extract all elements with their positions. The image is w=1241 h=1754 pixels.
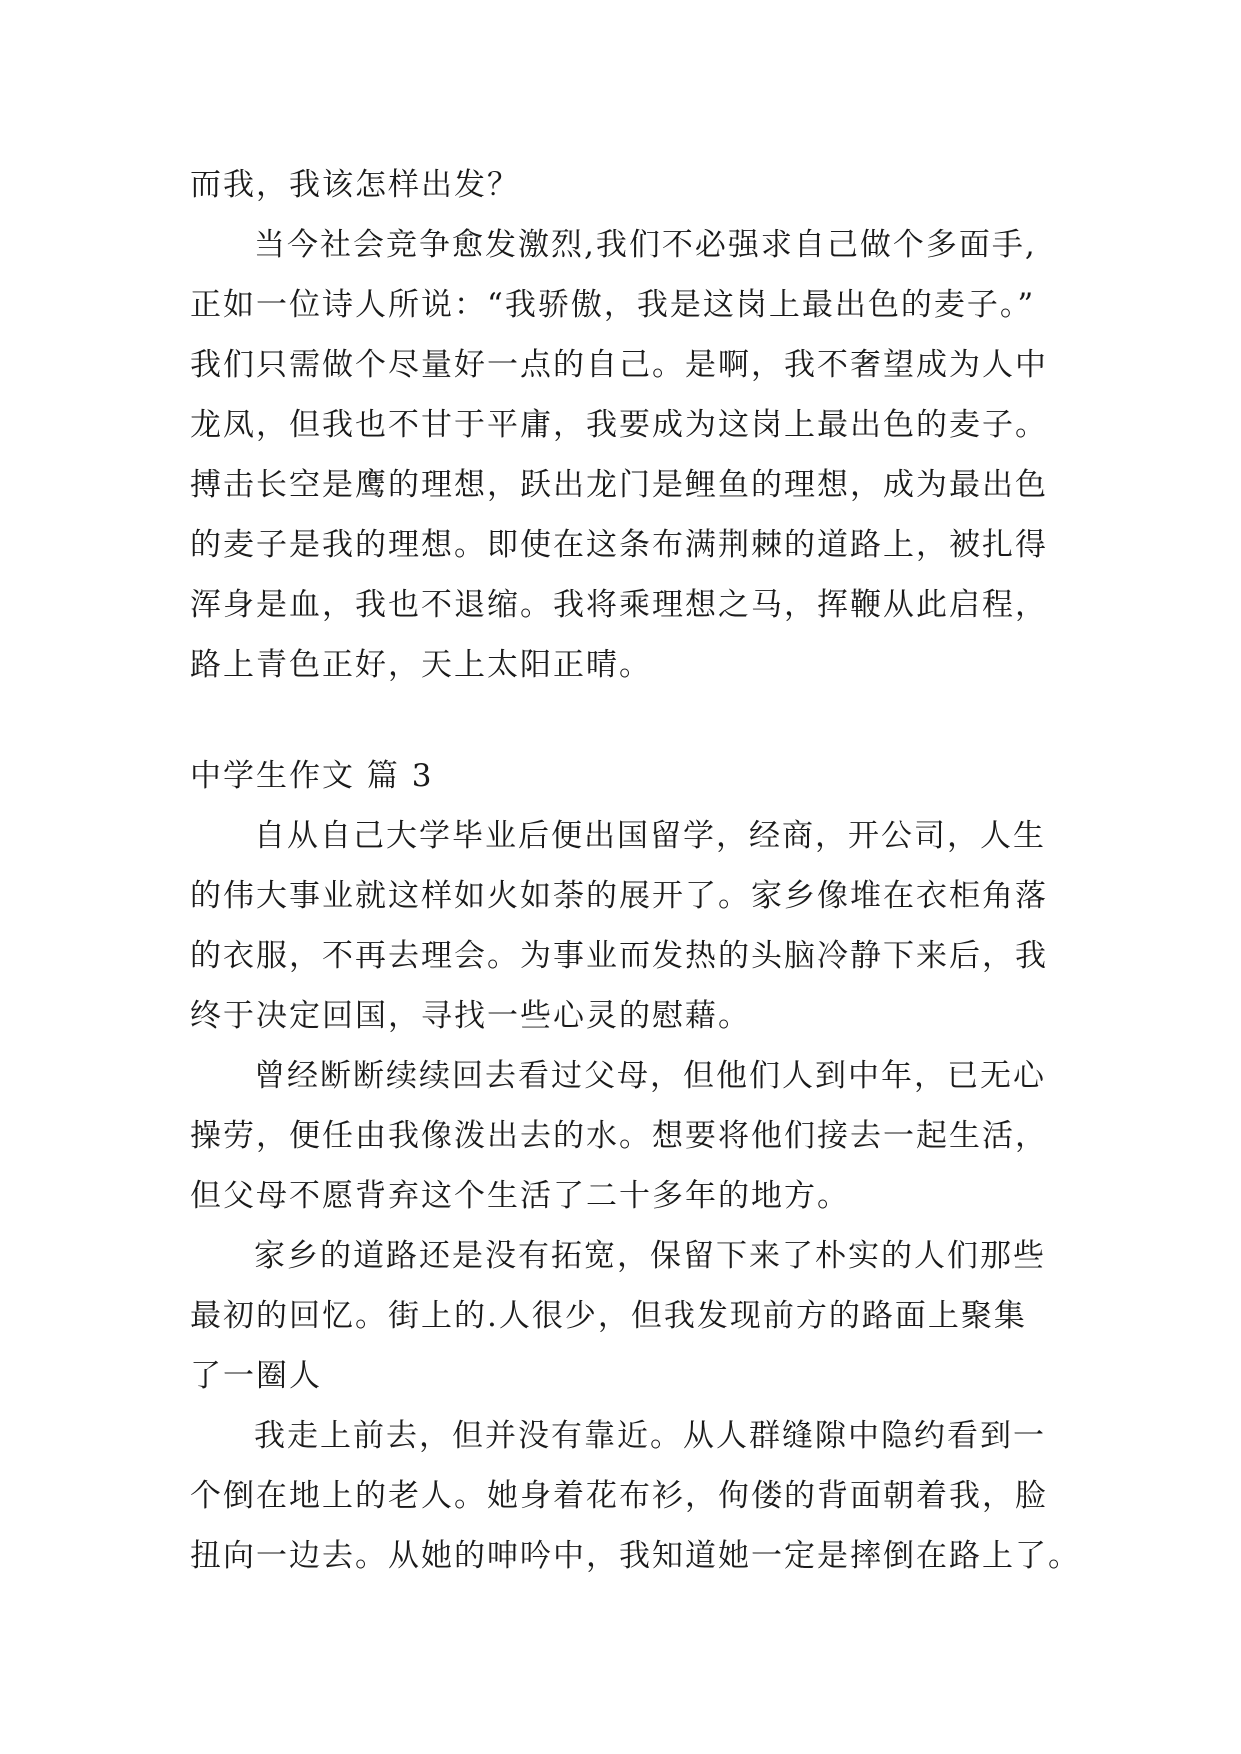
text-line: 当今社会竞争愈发激烈,我们不必强求自己做个多面手,	[254, 227, 1037, 263]
text-line: 自从自己大学毕业后便出国留学，经商，开公司，人生	[254, 818, 1046, 854]
text-line: 路上青色正好，天上太阳正晴。	[190, 647, 652, 683]
text-line: 浑身是血，我也不退缩。我将乘理想之马，挥鞭从此启程，	[190, 587, 1048, 623]
text-line: 扭向一边去。从她的呻吟中，我知道她一定是摔倒在路上了。	[190, 1538, 1081, 1574]
text-line: 曾经断断续续回去看过父母，但他们人到中年，已无心	[254, 1058, 1046, 1094]
text-line: 但父母不愿背弃这个生活了二十多年的地方。	[190, 1178, 850, 1214]
text-line: 搏击长空是鹰的理想，跃出龙门是鲤鱼的理想，成为最出色	[190, 467, 1048, 503]
text-line: 操劳，便任由我像泼出去的水。想要将他们接去一起生活，	[190, 1118, 1048, 1154]
text-line: 家乡的道路还是没有拓宽，保留下来了朴实的人们那些	[254, 1238, 1046, 1274]
text-line: 的麦子是我的理想。即使在这条布满荆棘的道路上，被扎得	[190, 527, 1048, 563]
text-line: 终于决定回国，寻找一些心灵的慰藉。	[190, 998, 751, 1034]
text-line: 龙凤，但我也不甘于平庸，我要成为这岗上最出色的麦子。	[190, 407, 1048, 443]
text-line: 我走上前去，但并没有靠近。从人群缝隙中隐约看到一	[254, 1418, 1046, 1454]
text-line: 了一圈人	[190, 1358, 322, 1394]
section-heading: 中学生作文 篇 3	[190, 758, 434, 794]
text-line: 我们只需做个尽量好一点的自己。是啊，我不奢望成为人中	[190, 347, 1048, 383]
text-line: 的衣服，不再去理会。为事业而发热的头脑冷静下来后，我	[190, 938, 1048, 974]
text-line: 最初的回忆。街上的.人很少，但我发现前方的路面上聚集	[190, 1298, 1027, 1334]
text-line: 个倒在地上的老人。她身着花布衫，佝偻的背面朝着我，脸	[190, 1478, 1048, 1514]
text-line: 的伟大事业就这样如火如荼的展开了。家乡像堆在衣柜角落	[190, 878, 1048, 914]
text-line: 正如一位诗人所说：“我骄傲，我是这岗上最出色的麦子。”	[190, 287, 1036, 323]
text-line: 而我，我该怎样出发？	[190, 167, 520, 203]
